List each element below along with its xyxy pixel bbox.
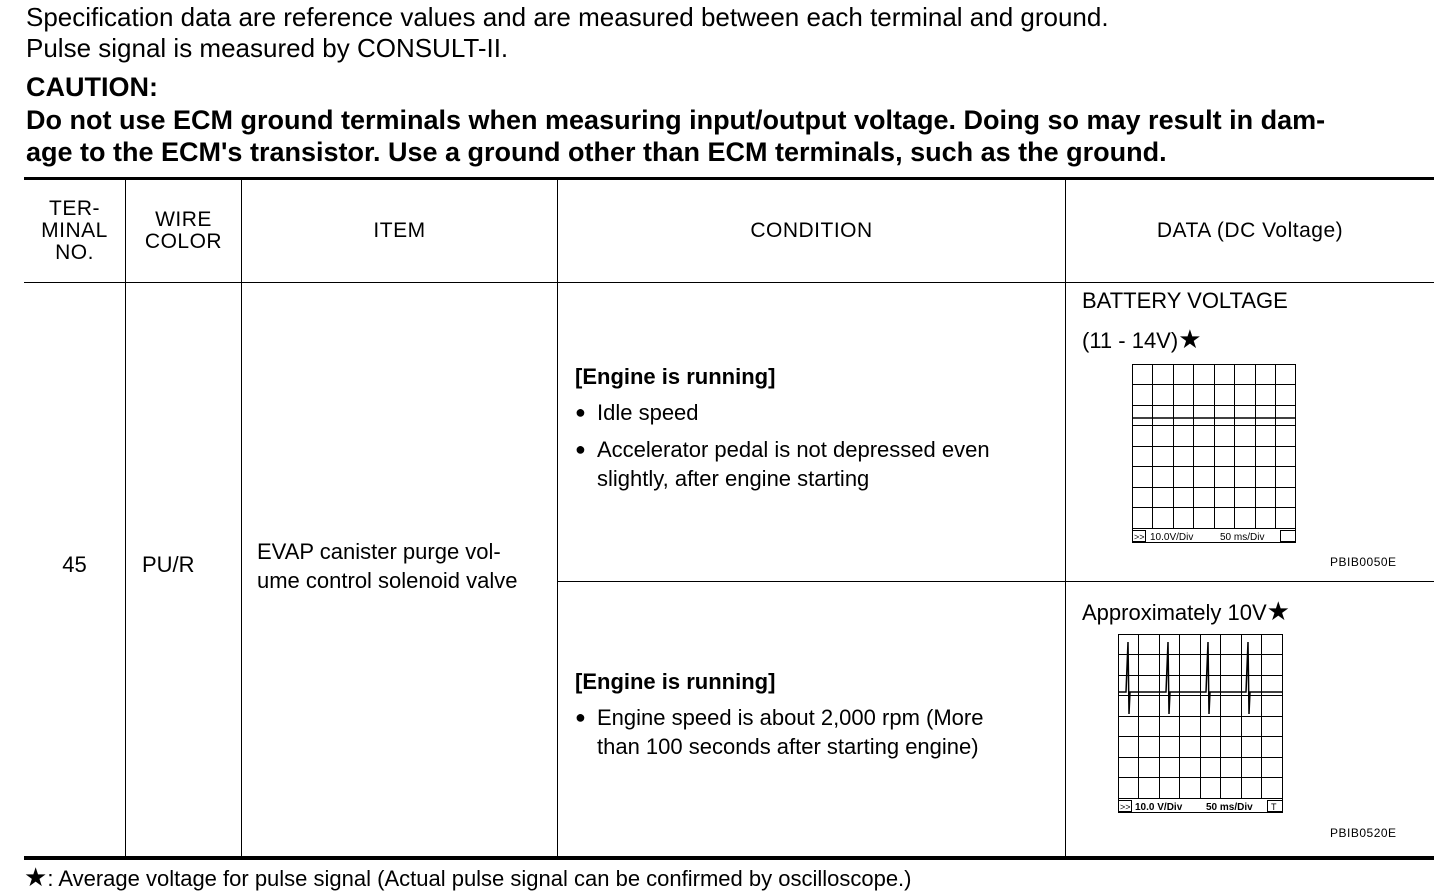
header-data: DATA (DC Voltage): [1156, 219, 1344, 242]
condition-2000rpm: [575, 669, 1055, 761]
header-wire-color: [126, 180, 241, 282]
condition-title: [Engine is running]: [575, 669, 776, 694]
caution-heading: CAUTION:: [26, 72, 158, 102]
star-icon: ★: [24, 862, 48, 892]
header-wire-line: WIRE: [155, 208, 212, 231]
condition-bullet: [575, 398, 1055, 427]
spec-note: Specification data are reference values and are measured between each terminal and ground.: [26, 2, 1109, 32]
terminal-no: 45: [62, 552, 87, 577]
caution-line-1: Do not use ECM ground terminals when measuring input/output voltage. Doing so may result in dam-: [26, 105, 1326, 135]
scope-label-volts: 10.0V/Div: [1150, 532, 1194, 543]
header-terminal-line: MINAL: [41, 219, 108, 242]
bullet-text: [597, 703, 983, 761]
bullet-icon: ●: [575, 439, 586, 459]
bullet-icon: ●: [575, 707, 586, 727]
footnote: [24, 862, 912, 893]
item-line: EVAP canister purge vol-: [257, 539, 501, 564]
condition-idle: [575, 364, 1055, 493]
scope-label-time: 50 ms/Div: [1220, 532, 1265, 543]
bullet-icon: ●: [575, 402, 586, 422]
data-approx-voltage: [1082, 596, 1290, 627]
wire-color: PU/R: [142, 552, 195, 577]
condition-divider: [558, 581, 1434, 582]
data-voltage-range: [1082, 324, 1202, 355]
bullet-text: [597, 435, 990, 493]
star-icon: ★: [1178, 324, 1202, 354]
scope-grid: [1118, 634, 1283, 813]
item-line: ume control solenoid valve: [257, 568, 518, 593]
star-icon: ★: [1266, 596, 1290, 626]
scope-end-box: [1281, 531, 1296, 542]
consult-note: Pulse signal is measured by CONSULT-II.: [26, 33, 509, 63]
header-terminal-no: [24, 180, 125, 282]
bullet-line: slightly, after engine starting: [597, 466, 870, 491]
scope-trigger-icon: T: [1271, 802, 1277, 812]
header-terminal-line: TER-: [49, 197, 100, 220]
scope-arrow-icon: >>: [1134, 532, 1145, 542]
scope-arrow-icon: >>: [1120, 802, 1131, 812]
footnote-text: : Average voltage for pulse signal (Actual pulse signal can be confirmed by oscilloscope.): [47, 866, 912, 891]
caution-line-2: age to the ECM's transistor. Use a ground other than ECM terminals, such as the ground.: [26, 137, 1167, 167]
condition-bullet: [575, 703, 1055, 761]
oscilloscope-waveform-1: [1132, 364, 1297, 546]
header-condition: CONDITION: [750, 219, 873, 242]
voltage-range-text: (11 - 14V): [1082, 328, 1179, 353]
bullet-line: than 100 seconds after starting engine): [597, 734, 979, 759]
terminal-table: [24, 177, 1434, 860]
oscilloscope-waveform-2: [1118, 634, 1284, 816]
condition-bullet: [575, 435, 1055, 493]
bullet-text: Idle speed: [597, 400, 699, 425]
condition-title: [Engine is running]: [575, 364, 776, 389]
approx-voltage-text: Approximately 10V: [1082, 600, 1267, 625]
bullet-line: Engine speed is about 2,000 rpm (More: [597, 705, 984, 730]
figure-code: PBIB0520E: [1330, 826, 1397, 840]
header-item: ITEM: [373, 219, 426, 242]
data-battery-voltage: BATTERY VOLTAGE: [1082, 288, 1288, 313]
figure-code: PBIB0050E: [1330, 555, 1397, 569]
scope-label-time: 50 ms/Div: [1206, 802, 1253, 813]
header-wire-line: COLOR: [144, 230, 223, 253]
bullet-line: Accelerator pedal is not depressed even: [597, 437, 990, 462]
scope-grid: [1132, 364, 1296, 543]
header-divider: [24, 282, 1434, 283]
item-description: [257, 537, 517, 595]
scope-label-volts: 10.0 V/Div: [1135, 802, 1183, 813]
header-terminal-line: NO.: [55, 241, 94, 264]
